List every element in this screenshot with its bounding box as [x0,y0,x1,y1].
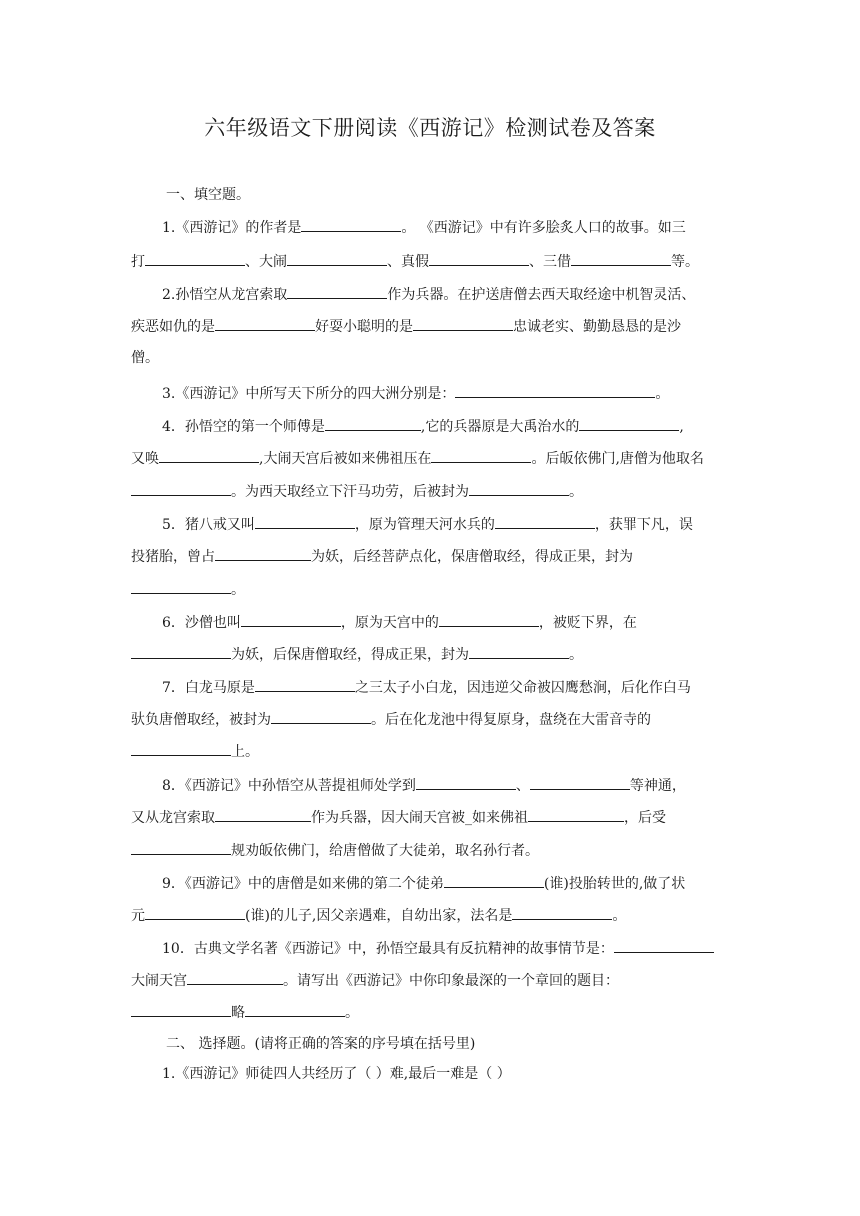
answer-blank[interactable] [215,807,311,822]
question-6-line-1: 6．沙僧也叫 ，原为天宫中的 ，被贬下界，在 [162,612,637,633]
question-2-line-1: 2.孙悟空从龙宫索取 作为兵器。在护送唐僧去西天取经途中机智灵活、 [162,284,695,305]
answer-blank[interactable] [579,416,679,431]
answer-blank[interactable] [131,741,231,756]
answer-blank[interactable] [571,251,671,266]
question-8-line-1: 8．《西游记》中孙悟空从菩提祖师处学到 、 等神通， [162,775,686,796]
question-7-line-2: 驮负唐僧取经，被封为 。后在化龙池中得复原身，盘绕在大雷音寺的 [131,709,651,730]
question-9-line-1: 9．《西游记》中的唐僧是如来佛的第二个徒弟 (谁)投胎转世的,做了状 [162,873,685,894]
question-3-line-1: 3.《西游记》中所写天下所分的四大洲分别是： 。 [162,383,669,404]
question-1-line-1: 1.《西游记》的作者是 。 《西游记》中有许多脍炙人口的故事。如三 [162,217,686,238]
answer-blank[interactable] [287,284,387,299]
question-1-line-2: 打 、大闹 、真假 、三借 等。 [131,251,699,272]
answer-blank[interactable] [325,416,421,431]
answer-blank[interactable] [530,775,630,790]
question-5-line-1: 5．猪八戒又叫 ，原为管理天河水兵的 ，获罪下凡，误 [162,514,693,535]
answer-blank[interactable] [255,514,355,529]
answer-blank[interactable] [413,316,513,331]
question-5-line-2: 投猪胎，曾占 为妖，后经菩萨点化，保唐僧取经，得成正果，封为 [131,546,633,567]
answer-blank[interactable] [131,1002,231,1017]
page-title: 六年级语文下册阅读《西游记》检测试卷及答案 [204,116,656,140]
answer-blank[interactable] [439,612,539,627]
answer-blank[interactable] [215,546,311,561]
question-5-line-3: 。 [131,579,245,600]
answer-blank[interactable] [145,905,245,920]
answer-blank[interactable] [512,905,612,920]
answer-blank[interactable] [444,873,544,888]
answer-blank[interactable] [455,383,655,398]
question-2-line-2: 疾恶如仇的是 好耍小聪明的是 忠诚老实、勤勤恳恳的是沙 [131,316,681,337]
answer-blank[interactable] [495,514,595,529]
answer-blank[interactable] [429,251,529,266]
answer-blank[interactable] [215,316,315,331]
choice-question-1: 1.《西游记》师徒四人共经历了（ ）难,最后一难是（ ） [162,1066,511,1082]
question-9-line-2: 元 (谁)的儿子,因父亲遇难，自幼出家，法名是 。 [131,905,626,926]
section-choice-heading: 二、 选择题。(请将正确的答案的序号填在括号里) [166,1036,476,1052]
question-7-line-1: 7．白龙马原是 之三太子小白龙，因违逆父命被囚鹰愁涧，后化作白马 [162,677,691,698]
answer-blank[interactable] [528,807,624,822]
question-7-line-3: 上。 [131,741,259,762]
answer-blank[interactable] [241,612,341,627]
answer-blank[interactable] [131,579,231,594]
answer-blank[interactable] [131,481,231,496]
question-10-line-1: 10．古典文学名著《西游记》中，孙悟空最具有反抗精神的故事情节是： [162,938,714,959]
answer-blank[interactable] [245,1002,345,1017]
question-4-line-2: 又唤 ,大闹天宫后被如来佛祖压在 。后皈依佛门,唐僧为他取名 [131,448,704,469]
question-6-line-2: 为妖，后保唐僧取经，得成正果，封为 。 [131,644,583,665]
answer-blank[interactable] [255,677,355,692]
question-10-line-2: 大闹天宫 。请写出《西游记》中你印象最深的一个章回的题目： [131,970,619,991]
answer-blank[interactable] [301,217,401,232]
question-4-line-3: 。为西天取经立下汗马功劳，后被封为 。 [131,481,583,502]
question-2-line-3: 僧。 [131,350,159,366]
answer-blank[interactable] [431,448,531,463]
question-4-line-1: 4．孙悟空的第一个师傅是 ,它的兵器原是大禹治水的 , [162,416,684,437]
answer-blank[interactable] [187,970,283,985]
answer-blank[interactable] [131,644,231,659]
question-8-line-2: 又从龙宫索取 作为兵器，因大闹天宫被_如来佛祖 ，后受 [131,807,666,828]
question-10-line-3: 略 。 [131,1002,359,1023]
answer-blank[interactable] [287,251,387,266]
answer-blank[interactable] [131,840,231,855]
answer-blank[interactable] [614,938,714,953]
answer-blank[interactable] [271,709,371,724]
answer-blank[interactable] [469,644,569,659]
answer-blank[interactable] [159,448,259,463]
question-8-line-3: 规劝皈依佛门，给唐僧做了大徒弟，取名孙行者。 [131,840,539,861]
answer-blank[interactable] [469,481,569,496]
section-fill-in-heading: 一、填空题。 [166,187,250,203]
answer-blank[interactable] [145,251,245,266]
answer-blank[interactable] [416,775,516,790]
